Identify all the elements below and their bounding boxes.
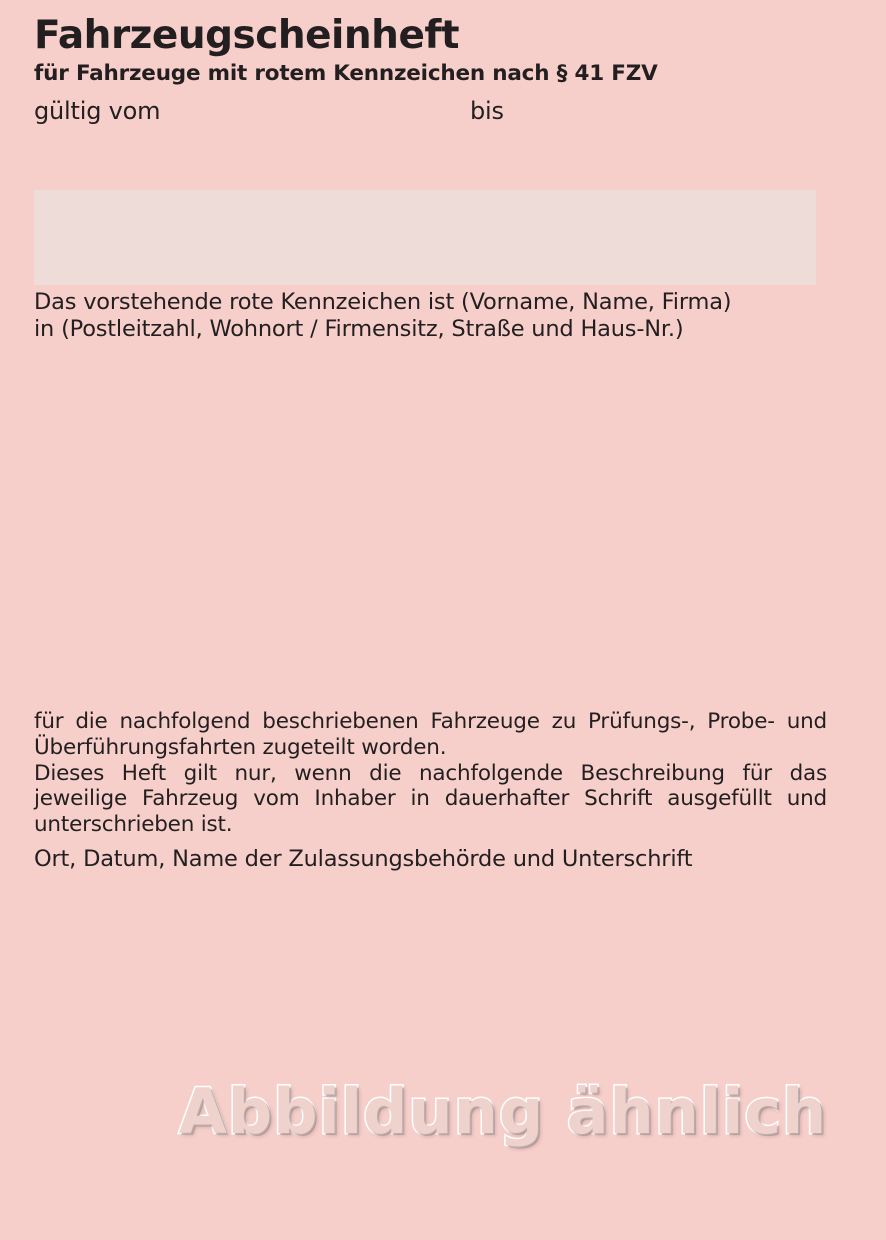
plate-legend-line-1: Das vorstehende rote Kennzeichen ist (Vorname, Name, Firma) (34, 289, 732, 315)
legal-paragraph-1: für die nachfolgend beschriebenen Fahrzeuge zu Prüfungs-, Probe- und Überführungsfahrten zugeteilt worden. (34, 709, 827, 760)
signature-caption: Ort, Datum, Name der Zulassungsbehörde und Unterschrift (34, 845, 693, 872)
owner-address-field[interactable] (34, 350, 824, 700)
watermark (0, 1075, 886, 1148)
legal-text-block (34, 709, 827, 872)
document-header (34, 0, 854, 137)
page-edge-left (0, 0, 8, 1240)
license-plate-field[interactable] (34, 190, 816, 285)
watermark-text: Abbildung ähnlich (178, 1075, 828, 1148)
page-subtitle: für Fahrzeuge mit rotem Kennzeichen nach § 41 FZV (34, 60, 658, 86)
legal-paragraph-2: Dieses Heft gilt nur, wenn die nachfolgende Beschreibung für das jeweilige Fahrzeug vom Inhaber in dauerhafter Schrift ausgefüllt und unterschrieben ist. (34, 760, 827, 838)
plate-legend (34, 289, 834, 342)
validity-from-label: gültig vom (34, 96, 161, 125)
validity-to-label: bis (470, 96, 504, 125)
plate-legend-line-2: in (Postleitzahl, Wohnort / Firmensitz, Straße und Haus-Nr.) (34, 315, 684, 342)
validity-row (34, 97, 854, 137)
page-edge-right (878, 0, 886, 1240)
page-title: Fahrzeugscheinheft (34, 13, 460, 58)
